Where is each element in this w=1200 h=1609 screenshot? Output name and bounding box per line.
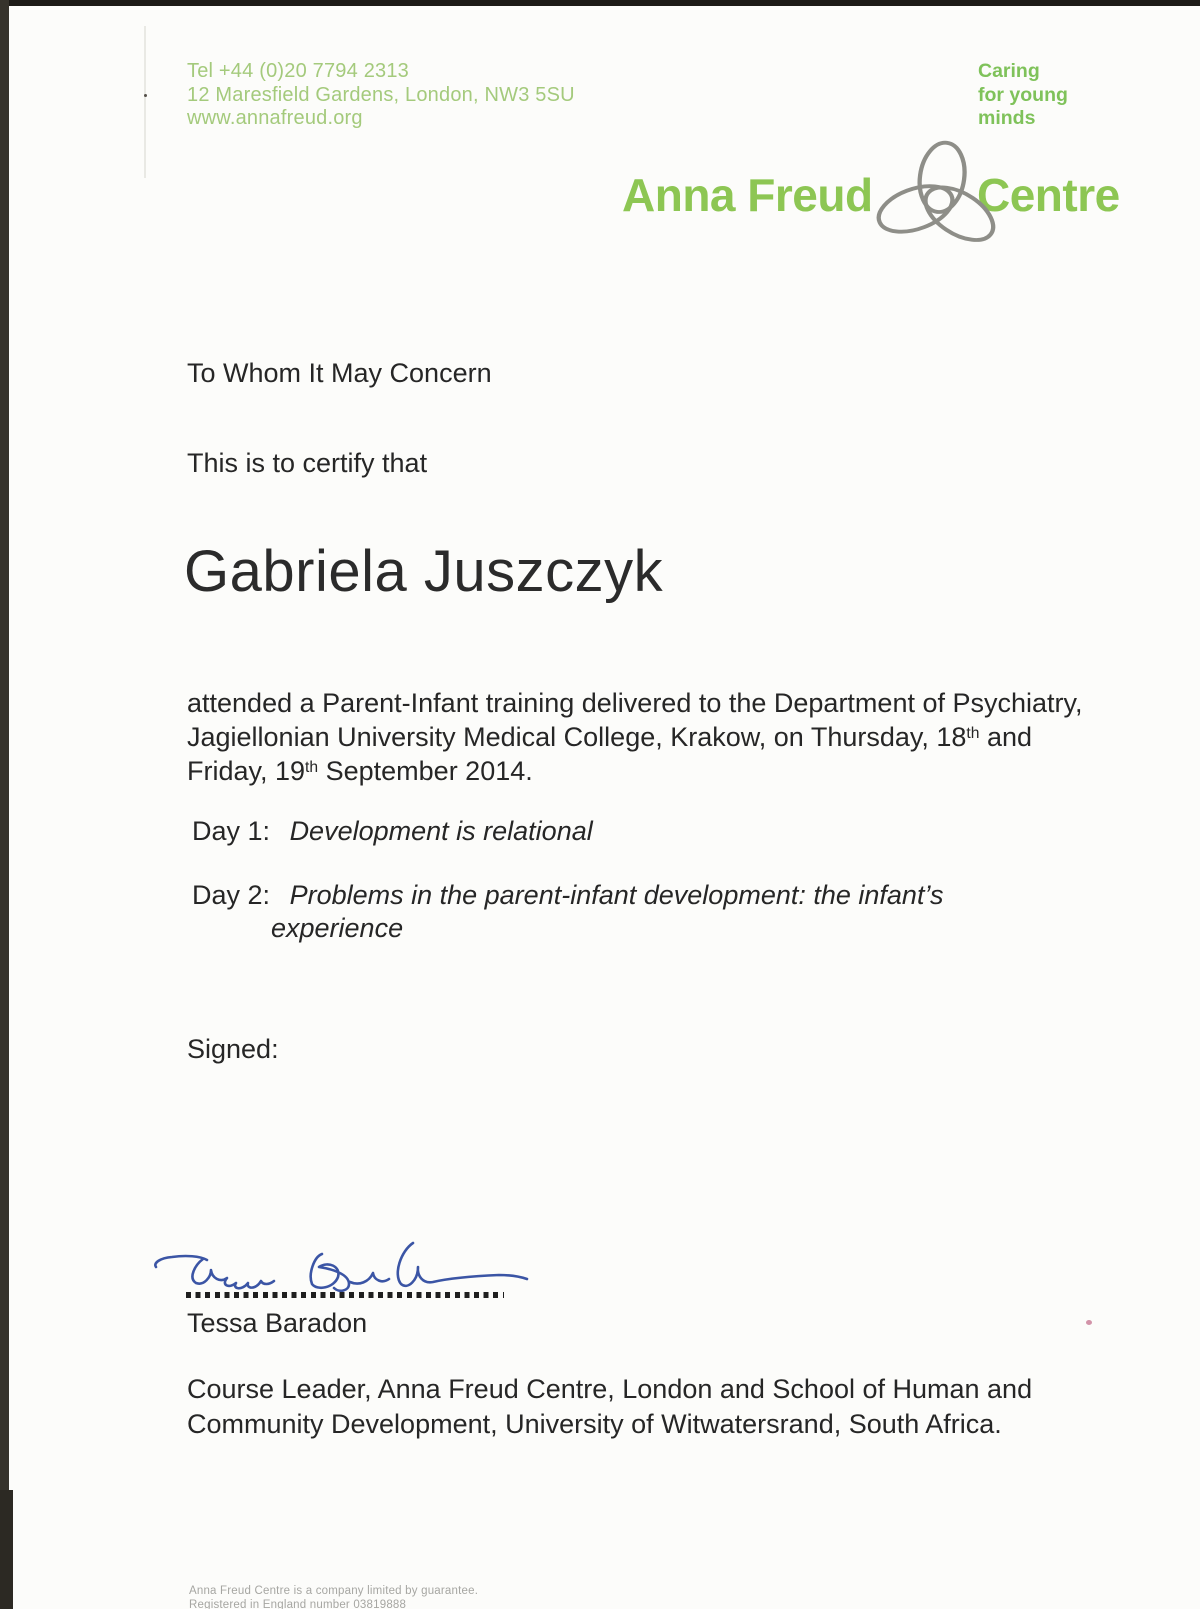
scan-edge-left-bottom	[0, 1490, 13, 1609]
scan-scratch-artifact	[144, 26, 146, 178]
trefoil-knot-icon	[872, 140, 1006, 260]
scan-speck-pink	[1086, 1320, 1092, 1325]
day2-label: Day 2:	[192, 880, 271, 910]
contact-telephone: Tel +44 (0)20 7794 2313	[187, 60, 409, 82]
signatory-name: Tessa Baradon	[187, 1308, 368, 1338]
day1-label: Day 1:	[192, 816, 271, 846]
contact-website: www.annafreud.org	[187, 107, 363, 129]
scan-edge-left	[0, 0, 9, 1609]
ordinal-superscript: th	[305, 759, 319, 777]
fineprint-line: Anna Freud Centre is a company limited by guarantee.	[189, 1585, 479, 1597]
tagline-line: minds	[978, 107, 1036, 129]
ordinal-superscript: th	[966, 725, 980, 743]
paragraph-line: Friday, 19th September 2014.	[187, 756, 533, 786]
company-fineprint	[189, 1585, 478, 1609]
day1-line	[192, 816, 593, 847]
signature-image	[150, 1234, 540, 1300]
scan-edge-top	[0, 0, 1200, 6]
role-line: Community Development, University of Witwatersrand, South Africa.	[187, 1408, 1002, 1439]
tagline-line: for young	[978, 83, 1068, 106]
tagline-line: Caring	[978, 60, 1040, 82]
letterhead-contact-block	[187, 60, 575, 131]
signatory-role-paragraph	[187, 1372, 1032, 1441]
recipient-name: Gabriela Juszczyk	[184, 539, 664, 604]
scan-speck-dark	[144, 94, 147, 97]
paragraph-line: attended a Parent-Infant training delivered to the Department of Psychiatry,	[187, 688, 1083, 718]
letterhead-tagline	[978, 60, 1068, 131]
signed-label: Signed:	[187, 1034, 279, 1064]
fineprint-line: Registered in England number 03819888	[189, 1598, 407, 1609]
signature-dotted-line	[186, 1292, 504, 1298]
logo-wordmark-centre: Centre	[977, 169, 1120, 221]
role-line: Course Leader, Anna Freud Centre, London and School of Human and	[187, 1374, 1033, 1404]
certify-line: This is to certify that	[187, 448, 428, 478]
contact-address: 12 Maresfield Gardens, London, NW3 5SU	[187, 83, 575, 106]
day2-title: Problems in the parent-infant development: the infant’s	[289, 880, 944, 910]
attendance-paragraph	[187, 686, 1083, 788]
logo-wordmark-anna-freud: Anna Freud	[622, 169, 873, 221]
day2-line	[192, 880, 943, 911]
salutation-line: To Whom It May Concern	[187, 358, 492, 388]
day2-title-wrap: experience	[271, 913, 404, 943]
day1-title: Development is relational	[289, 816, 593, 846]
paragraph-line: Jagiellonian University Medical College, Krakow, on Thursday, 18th and	[187, 722, 1033, 752]
